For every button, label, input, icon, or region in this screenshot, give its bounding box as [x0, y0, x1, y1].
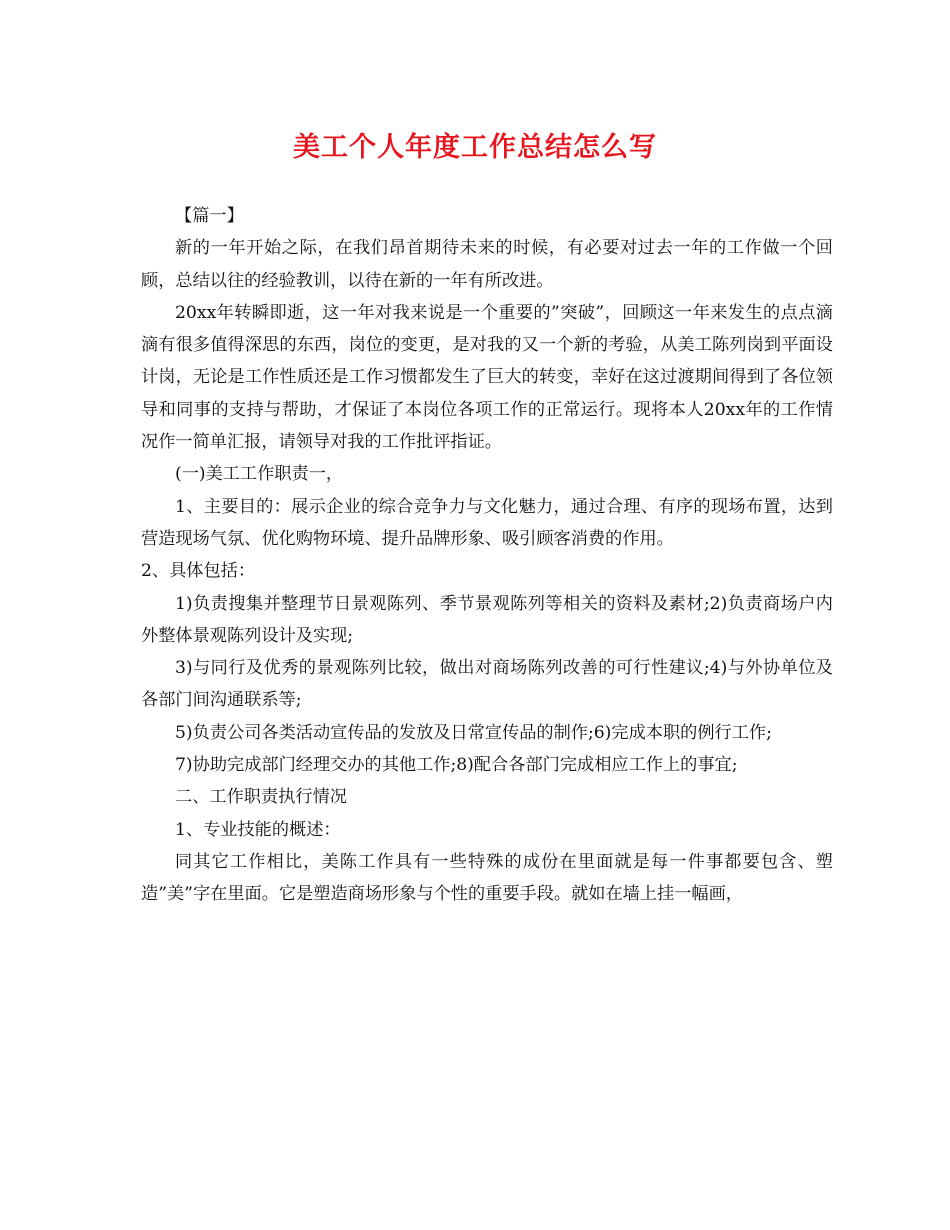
section-heading: 二、工作职责执行情况	[175, 787, 347, 808]
paragraph: 1、主要目的：展示企业的综合竞争力与文化魅力，通过合理、有序的现场布置，达到营造现场气氛、优化购物环境、提升品牌形象、吸引顾客消费的作用。	[141, 496, 833, 549]
paragraph: 7)协助完成部门经理交办的其他工作;8)配合各部门完成相应工作上的事宜;	[175, 755, 738, 776]
paragraph: 1)负责搜集并整理节日景观陈列、季节景观陈列等相关的资料及素材;2)负责商场户内外整体景观陈列设计及实现;	[141, 593, 833, 646]
document-body	[141, 200, 833, 911]
paragraph: 新的一年开始之际，在我们昂首期待未来的时候，有必要对过去一年的工作做一个回顾，总结以往的经验教训，以待在新的一年有所改进。	[141, 238, 833, 291]
paragraph: (一)美工工作职责一，	[175, 464, 344, 485]
section-label: 【篇一】	[175, 206, 244, 226]
paragraph: 3)与同行及优秀的景观陈列比较，做出对商场陈列改善的可行性建议;4)与外协单位及各部门间沟通联系等;	[141, 658, 833, 711]
paragraph: 20xx年转瞬即逝，这一年对我来说是一个重要的”突破”，回顾这一年来发生的点点滴滴有很多值得深思的东西，岗位的变更，是对我的又一个新的考验，从美工陈列岗到平面设计岗，无论是工作性质还是工作习惯都发生了巨大的转变，幸好在这过渡期间得到了各位领导和同事的支持与帮助，才保证了本岗位各项工作的正常运行。现将本人20xx年的工作情况作一简单汇报，请领导对我的工作批评指证。	[141, 302, 833, 453]
paragraph: 2、具体包括：	[141, 561, 256, 582]
paragraph: 1、专业技能的概述：	[175, 819, 341, 840]
document-title: 美工个人年度工作总结怎么写	[293, 132, 657, 163]
paragraph: 5)负责公司各类活动宣传品的发放及日常宣传品的制作;6)完成本职的例行工作;	[175, 722, 772, 743]
paragraph: 同其它工作相比，美陈工作具有一些特殊的成份在里面就是每一件事都要包含、塑造”美”字在里面。它是塑造商场形象与个性的重要手段。就如在墙上挂一幅画，	[141, 851, 833, 905]
